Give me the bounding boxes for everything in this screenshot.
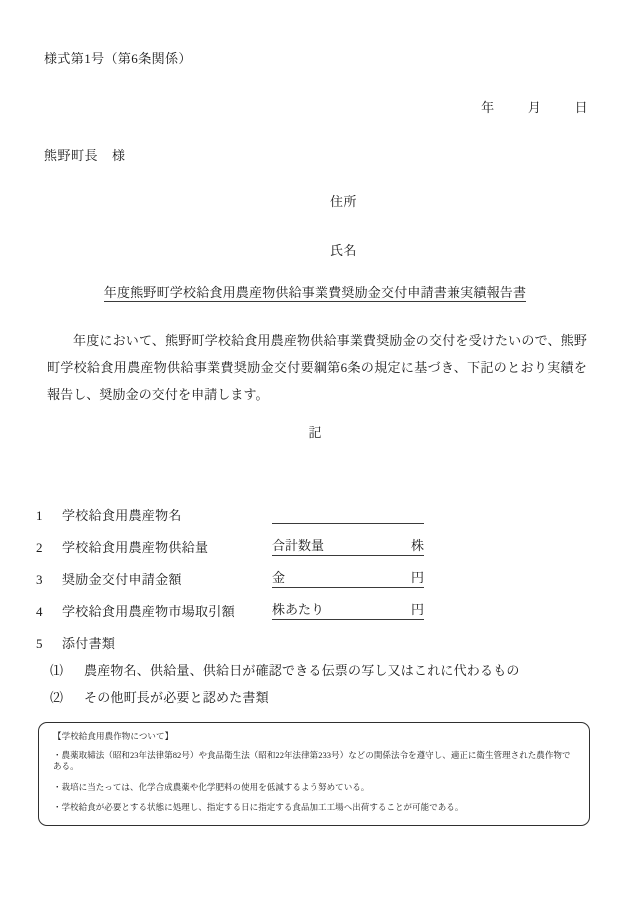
list-item <box>36 620 596 652</box>
item-label: 学校給食用農産物市場取引額 <box>62 604 235 619</box>
date-day-label: 日 <box>574 100 588 115</box>
item-fill-field[interactable] <box>272 537 424 556</box>
note-box-title: 【学校給食用農作物について】 <box>53 731 174 741</box>
item-number: 4 <box>36 604 43 619</box>
item-label: 奨励金交付申請金額 <box>62 572 182 587</box>
item-number: 1 <box>36 508 43 523</box>
list-item <box>36 524 596 556</box>
item-label: 学校給食用農産物供給量 <box>62 540 209 555</box>
item-fill-field <box>272 634 424 652</box>
item-number: 5 <box>36 636 43 651</box>
date-year-label: 年 <box>481 100 495 115</box>
item-number: 3 <box>36 572 43 587</box>
list-item <box>50 687 520 714</box>
item-fill-prefix: 株あたり <box>272 602 325 617</box>
item-fill-prefix: 金 <box>272 570 286 585</box>
addressee-line <box>44 145 126 164</box>
list-item <box>36 492 596 524</box>
page-title <box>0 282 630 301</box>
page-title-text: 年度熊野町学校給食用農産物供給事業費奨励金交付申請書兼実績報告書 <box>103 285 527 300</box>
applicant-block <box>330 191 357 289</box>
item-fill-suffix: 円 <box>410 570 424 585</box>
item-fill-suffix: 株 <box>410 538 424 553</box>
applicant-name-label: 氏名 <box>330 243 358 258</box>
note-line: ・農薬取締法（昭和23年法律第82号）や食品衛生法（昭和22年法律第233号）などの関係法令を遵守し、適正に衛生管理された農作物である。 <box>53 750 571 772</box>
addressee-name: 熊野町長 <box>44 148 99 163</box>
attachment-marker: ⑵ <box>50 690 64 705</box>
addressee-honorific: 様 <box>112 148 126 163</box>
attachment-text: その他町長が必要と認めた書類 <box>84 690 269 705</box>
item-fill-prefix: 合計数量 <box>272 538 325 553</box>
item-fill-field[interactable] <box>272 569 424 588</box>
applicant-address-label: 住所 <box>330 194 358 209</box>
list-item <box>36 556 596 588</box>
note-line: ・栽培に当たっては、化学合成農薬や化学肥料の使用を低減するよう努めている。 <box>53 781 370 792</box>
body-paragraph: 年度において、熊野町学校給食用農産物供給事業費奨励金の交付を受けたいので、熊野町学校給食用農産物供給事業費奨励金交付要綱第6条の規定に基づき、下記のとおり実績を報告し、奨励金の交付を申請します。 <box>47 333 587 403</box>
date-line <box>481 97 588 116</box>
item-fill-suffix: 円 <box>410 602 424 617</box>
note-box <box>38 722 590 826</box>
item-label: 学校給食用農産物名 <box>62 508 182 523</box>
numbered-items-list <box>36 492 596 652</box>
item-fill-field[interactable] <box>272 505 424 524</box>
item-label: 添付書類 <box>62 636 116 651</box>
attachments-list <box>50 660 520 714</box>
attachment-marker: ⑴ <box>50 663 64 678</box>
note-line: ・学校給食が必要とする状態に処理し、指定する日に指定する食品加工工場へ出荷することが可能である。 <box>53 802 464 813</box>
list-item <box>36 588 596 620</box>
form-code: 様式第1号（第6条関係） <box>44 51 192 66</box>
ki-marker: 記 <box>308 425 322 440</box>
date-month-label: 月 <box>527 100 542 115</box>
item-number: 2 <box>36 540 43 555</box>
attachment-text: 農産物名、供給量、供給日が確認できる伝票の写し又はこれに代わるもの <box>84 663 520 678</box>
item-fill-field[interactable] <box>272 601 424 620</box>
list-item <box>50 660 520 687</box>
